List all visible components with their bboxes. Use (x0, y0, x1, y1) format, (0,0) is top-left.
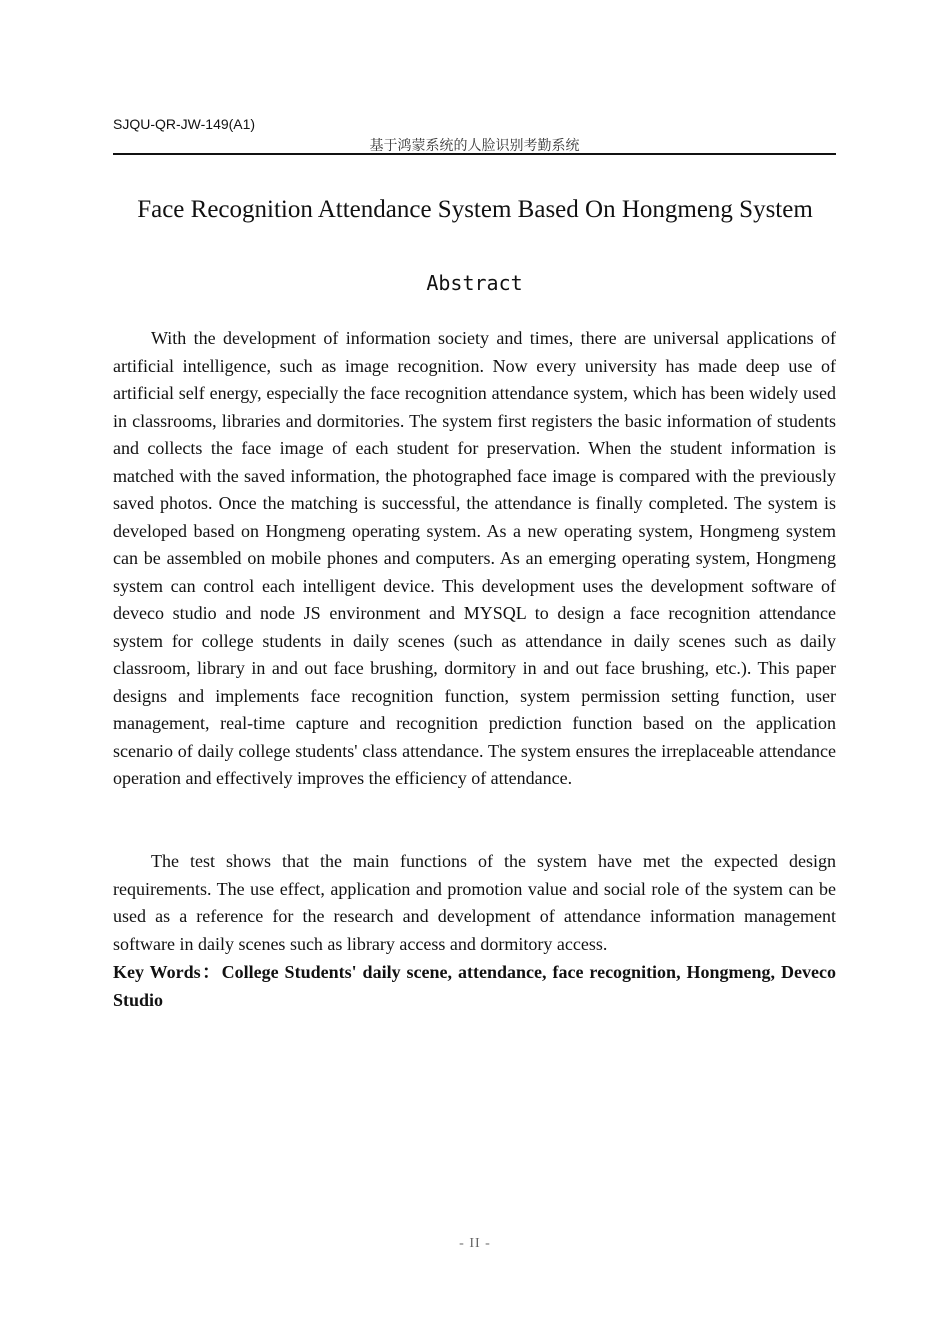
keywords-list: College Students' daily scene, attendance, face recognition, Hongmeng, Deveco Studio (113, 962, 836, 1010)
keywords-label: Key Words： (113, 962, 222, 982)
keywords-line (113, 959, 836, 1014)
abstract-paragraph-2 (113, 848, 836, 958)
page-number: - II - (459, 1236, 491, 1251)
abstract-paragraph-text: With the development of information society and times, there are universal applications of artificial intelligence, such as image recognition. Now every university has made deep use of artificial self energy, especially the face recognition attendance system, which has been widely used in classrooms, libraries and dormitories. The system first registers the basic information of students and collects the face image of each student for preservation. When the student information is matched with the saved information, the photographed face image is compared with the previously saved photos. Once the matching is successful, the attendance is finally completed. The system is developed based on Hongmeng operating system. As a new operating system, Hongmeng system can be assembled on mobile phones and computers. As an emerging operating system, Hongmeng system can control each intelligent device. This development uses the development software of deveco studio and node JS environment and MYSQL to design a face recognition attendance system for college students in daily scenes (such as attendance in daily scenes such as daily classroom, library in and out face brushing, dormitory in and out face brushing, etc.). This paper designs and implements face recognition function, system permission setting function, user management, real-time capture and recognition prediction function based on the application scenario of daily college students' class attendance. The system ensures the irreplaceable attendance operation and effectively improves the efficiency of attendance. (113, 328, 836, 788)
header-divider (113, 153, 836, 155)
running-header-title: 基于鸿蒙系统的人脸识别考勤系统 (369, 138, 580, 154)
abstract-paragraph-1 (113, 325, 836, 793)
abstract-heading: Abstract (426, 271, 523, 295)
document-code: SJQU-QR-JW-149(A1) (113, 116, 256, 132)
abstract-paragraph-text: The test shows that the main functions of the system have met the expected design requirements. The use effect, application and promotion value and social role of the system can be used as a reference for the research and development of attendance information management software in daily scenes such as library access and dormitory access. (113, 851, 836, 954)
paper-title: Face Recognition Attendance System Based On Hongmeng System (137, 196, 813, 223)
